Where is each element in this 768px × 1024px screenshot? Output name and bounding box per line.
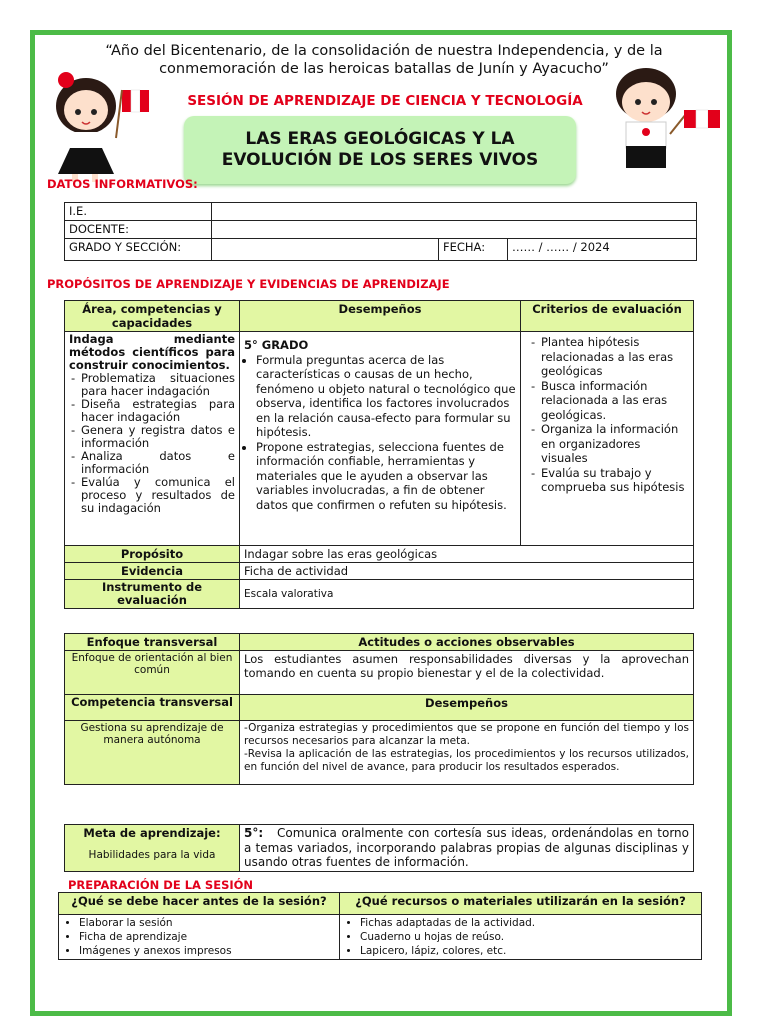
- meta-label: Meta de aprendizaje:: [83, 826, 221, 840]
- meta-label-cell: [65, 825, 240, 872]
- antes-list: [63, 916, 335, 958]
- meta-table: [64, 824, 694, 872]
- fecha-value: …… / …… / 2024: [508, 239, 697, 261]
- criterio-item: - Organiza la información en organizadores visuales: [541, 422, 689, 466]
- lesson-title-line-2: EVOLUCIÓN DE LOS SERES VIVOS: [221, 150, 539, 170]
- enfoque-value: Enfoque de orientación al bien común: [65, 651, 240, 695]
- girl-with-flag-illustration: [44, 56, 164, 186]
- boy-with-flag-illustration: [604, 62, 734, 186]
- comp-desempeno-2: -Revisa la aplicación de las estrategias, los procedimientos y los recursos utilizados, en función del nivel de avance, para producir los resultados esperados.: [244, 748, 689, 773]
- motto-line-2: conmemoración de las heroicas batallas de Junín y Ayacucho”: [159, 61, 609, 77]
- meta-sub: Habilidades para la vida: [88, 849, 216, 861]
- col-area: Área, competencias y capacidades: [65, 301, 240, 332]
- proposito-label: Propósito: [65, 546, 240, 563]
- docente-label: DOCENTE:: [65, 221, 212, 239]
- desempeno-item: • Propone estrategias, selecciona fuentes de información confiable, herramientas y materiales que le ayuden a observar las variables involucradas, a fin de obtener datos que confirmen o refuten su hipótesis.: [256, 440, 516, 513]
- meta-grado: 5°:: [244, 826, 264, 840]
- capacidad-item: - Problematiza situaciones para hacer indagación: [81, 372, 235, 398]
- capacidad-item: - Analiza datos e información: [81, 450, 235, 476]
- antes-item: • Imágenes y anexos impresos: [79, 944, 335, 958]
- col-comp-desempenos: Desempeños: [240, 695, 694, 721]
- datos-table: [64, 202, 697, 261]
- motto-line-1: “Año del Bicentenario, de la consolidación de nuestra Independencia, y de la: [105, 43, 663, 59]
- col-competencia-transversal: Competencia transversal: [65, 695, 240, 721]
- actitudes-value: Los estudiantes asumen responsabilidades diversas y la aprovechan tomando en cuenta su propio bienestar y el de la colectividad.: [240, 651, 694, 695]
- desempeno-item: • Formula preguntas acerca de las características o causas de un hecho, fenómeno u objeto natural o tecnológico que observa, identifica los factores involucrados en la relación causa-efecto para formular su hipótesis.: [256, 353, 516, 440]
- propositos-heading: PROPÓSITOS DE APRENDIZAJE Y EVIDENCIAS DE APRENDIZAJE: [47, 277, 450, 291]
- criterio-item: - Busca información relacionada a las eras geológicas.: [541, 379, 689, 423]
- grado-label: GRADO Y SECCIÓN:: [65, 239, 212, 261]
- meta-text: Comunica oralmente con cortesía sus ideas, ordenándolas en torno a temas variados, incorporando palabras propias de algunas disciplinas y usando otras fuentes de información.: [244, 826, 689, 869]
- ie-label: I.E.: [65, 203, 212, 221]
- col-desempenos: Desempeños: [240, 301, 521, 332]
- lesson-title-line-1: LAS ERAS GEOLÓGICAS Y LA: [245, 129, 515, 149]
- meta-text-cell: [240, 825, 694, 872]
- recurso-item: • Cuaderno u hojas de reúso.: [360, 930, 697, 944]
- grado-value: [212, 239, 439, 261]
- preparacion-heading: PREPARACIÓN DE LA SESIÓN: [68, 878, 254, 892]
- criterio-item: - Plantea hipótesis relacionadas a las eras geológicas: [541, 335, 689, 379]
- comp-desempeno-1: -Organiza estrategias y procedimientos que se propone en función del tiempo y los recursos necesarios para alcanzar la meta.: [244, 722, 689, 747]
- desempenos-list: [244, 353, 516, 513]
- proposito-value: Indagar sobre las eras geológicas: [240, 546, 694, 563]
- competencia-cell: [65, 332, 240, 546]
- criterios-cell: [521, 332, 694, 546]
- enfoque-table: [64, 633, 694, 785]
- recursos-cell: [340, 915, 702, 960]
- col-recursos: ¿Qué recursos o materiales utilizarán en la sesión?: [340, 893, 702, 915]
- recursos-list: [344, 916, 697, 958]
- antes-cell: [59, 915, 340, 960]
- datos-heading: DATOS INFORMATIVOS:: [47, 177, 198, 191]
- evidencia-value: Ficha de actividad: [240, 563, 694, 580]
- antes-item: • Elaborar la sesión: [79, 916, 335, 930]
- capacidades-list: [69, 372, 235, 515]
- propositos-table: [64, 300, 694, 609]
- instrumento-label: Instrumento de evaluación: [65, 580, 240, 609]
- criterios-list: [525, 335, 689, 495]
- col-actitudes: Actitudes o acciones observables: [240, 634, 694, 651]
- competencia-title: Indaga mediante métodos científicos para construir conocimientos.: [69, 332, 235, 372]
- col-antes: ¿Qué se debe hacer antes de la sesión?: [59, 893, 340, 915]
- instrumento-value: Escala valorativa: [240, 580, 694, 609]
- col-enfoque: Enfoque transversal: [65, 634, 240, 651]
- ie-value: [212, 203, 697, 221]
- grado-label: 5° GRADO: [244, 338, 309, 352]
- session-title: SESIÓN DE APRENDIZAJE DE CIENCIA Y TECNOLOGÍA: [187, 93, 583, 109]
- docente-value: [212, 221, 697, 239]
- antes-item: • Ficha de aprendizaje: [79, 930, 335, 944]
- capacidad-item: - Genera y registra datos e información: [81, 424, 235, 450]
- lesson-title-box: [184, 116, 576, 184]
- criterio-item: - Evalúa su trabajo y comprueba sus hipótesis: [541, 466, 689, 495]
- recurso-item: • Fichas adaptadas de la actividad.: [360, 916, 697, 930]
- evidencia-label: Evidencia: [65, 563, 240, 580]
- desempenos-cell: [240, 332, 521, 546]
- recurso-item: • Lapicero, lápiz, colores, etc.: [360, 944, 697, 958]
- competencia-transversal-value: Gestiona su aprendizaje de manera autónoma: [65, 721, 240, 785]
- fecha-label: FECHA:: [439, 239, 508, 261]
- preparacion-table: [58, 892, 702, 960]
- col-criterios: Criterios de evaluación: [521, 301, 694, 332]
- capacidad-item: - Diseña estrategias para hacer indagación: [81, 398, 235, 424]
- capacidad-item: - Evalúa y comunica el proceso y resultados de su indagación: [81, 476, 235, 515]
- comp-desempenos-cell: [240, 721, 694, 785]
